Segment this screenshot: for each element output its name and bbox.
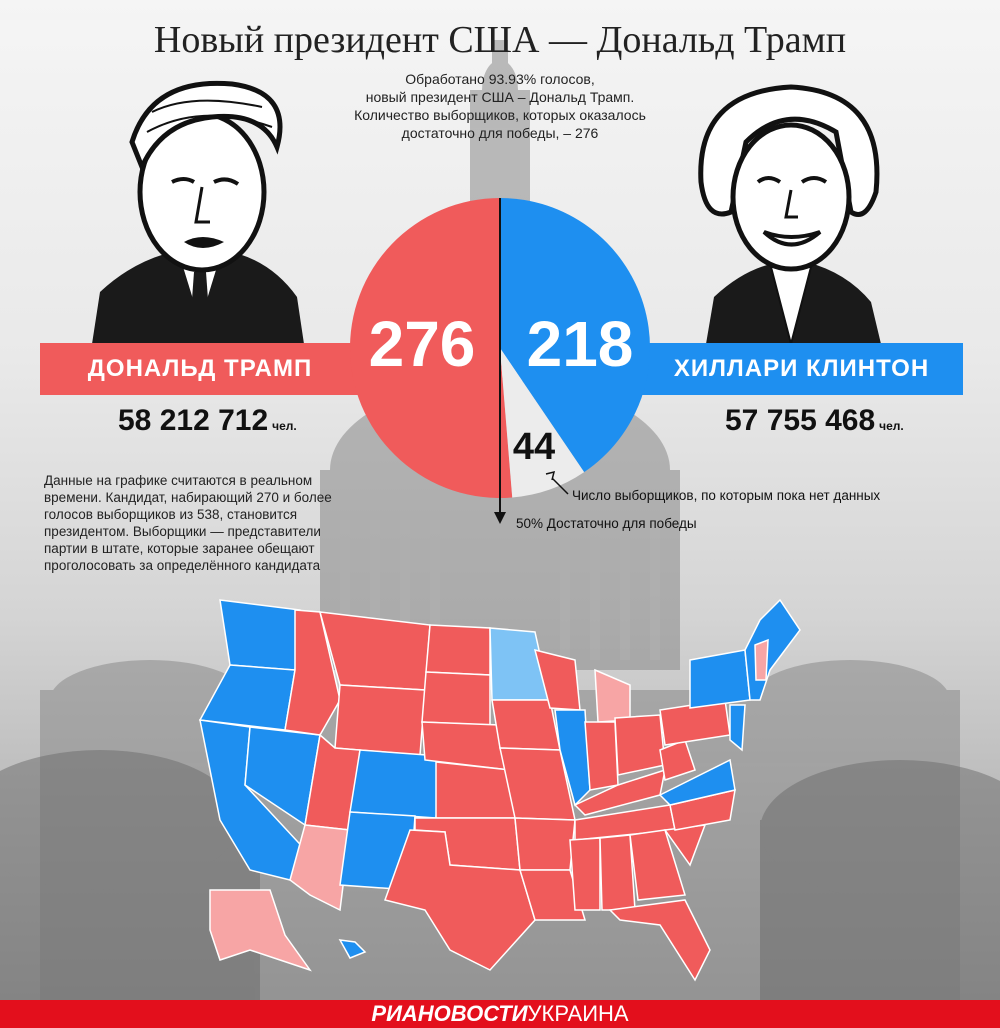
clinton-votes-unit: чел. [879,419,904,433]
map-state-michigan [595,670,630,722]
map-state-montana [320,612,430,690]
us-election-map [190,590,810,990]
map-state-hawaii [340,940,365,958]
nodata-label: Число выборщиков, по которым пока нет данных [572,488,881,503]
subtitle-line: достаточно для победы, – 276 [401,125,599,141]
clinton-portrait [686,72,896,344]
threshold-label: 50% Достаточно для победы [516,516,697,531]
subtitle-line: новый президент США – Дональд Трамп. [365,89,635,105]
note-line: президентом. Выборщики — представители [44,524,321,539]
page-title: Новый президент США — Дональд Трамп [153,19,847,61]
footer-brand [0,1000,1000,1028]
map-state-north-dakota [426,625,490,675]
subtitle-line: Количество выборщиков, которых оказалось [354,107,646,123]
map-state-south-dakota [422,672,490,725]
map-state-mississippi [570,838,600,910]
footer-region: УКРАИНА [527,1001,629,1026]
map-state-new-jersey [730,705,745,750]
electoral-pie-chart [330,178,670,538]
trump-name-bar: ДОНАЛЬД ТРАМП [40,343,360,395]
note-line: времени. Кандидат, набирающий 270 и более [44,490,332,505]
map-state-wyoming [335,685,425,755]
map-state-new-england [745,600,800,700]
map-state-indiana [585,722,618,790]
footer-brand-name: РИАНОВОСТИ [371,1001,528,1026]
trump-votes-unit: чел. [272,419,297,433]
map-state-alabama [600,835,635,910]
map-state-arkansas [515,818,575,870]
threshold-arrowhead [494,512,506,524]
clinton-votes-number: 57 755 468 [725,404,876,437]
map-state-alaska [210,890,310,970]
map-state-oregon [200,665,295,730]
subtitle [330,70,670,142]
clinton-popular-votes [725,404,904,438]
pie-undecided-label: 44 [512,426,556,468]
map-state-new-hampshire [755,640,768,680]
note-line: голосов выборщиков из 538, становится [44,507,298,522]
pie-trump-label: 276 [368,308,476,380]
subtitle-line: Обработано 93.93% голосов, [405,71,595,87]
pie-clinton-label: 218 [526,308,634,380]
trump-votes-number: 58 212 712 [118,404,269,437]
map-state-ohio [615,715,665,775]
map-state-washington [220,600,300,670]
explanation-note [44,472,354,574]
map-state-arizona [290,825,350,910]
trump-popular-votes [118,404,297,438]
map-state-florida [610,900,710,980]
note-line: Данные на графике считаются в реальном [44,473,313,488]
trump-portrait [92,72,307,344]
map-state-new-york [690,650,750,708]
clinton-name-bar: ХИЛЛАРИ КЛИНТОН [640,343,963,395]
map-state-west-virginia [660,740,695,780]
map-state-kansas [436,762,515,818]
note-line: партии в штате, которые заранее обещают [44,541,315,556]
note-line: проголосовать за определённого кандидата [44,558,321,573]
